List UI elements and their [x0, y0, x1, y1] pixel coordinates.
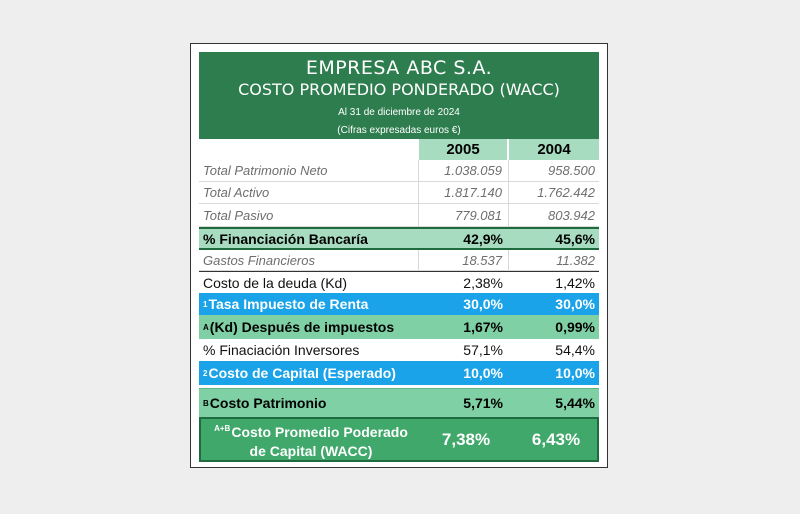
row-label-cell [199, 315, 419, 339]
row-label: (Kd) Después de impuestos [209, 319, 395, 335]
row-label-cell [199, 361, 419, 385]
row-costo-capital [199, 361, 599, 385]
row-label-cell [199, 389, 419, 417]
row-financiacion-bancaria [199, 227, 599, 250]
row-label: % Finaciación Inversores [203, 342, 360, 358]
row-label: Gastos Financieros [199, 250, 419, 270]
wacc-value-2004: 6,43% [531, 429, 581, 449]
year-header-row [199, 139, 599, 160]
wacc-value-2005: 7,38% [441, 429, 491, 449]
currency-note: (Cifras expresadas euros €) [337, 125, 461, 136]
value-2005: 57,1% [463, 342, 503, 358]
row-gastos-financieros [199, 250, 599, 271]
wacc-label-line1: Costo Promedio Poderado [231, 423, 408, 440]
row-wacc [199, 417, 599, 462]
value-2004: 958.500 [548, 163, 595, 178]
row-label: Costo de Capital (Esperado) [208, 365, 396, 381]
footnote-marker: A+B [214, 423, 231, 433]
row-costo-deuda [199, 271, 599, 293]
wacc-label-line2: de Capital (WACC) [249, 442, 373, 459]
row-label: Total Pasivo [199, 204, 419, 226]
value-2004: 11.382 [556, 252, 595, 268]
company-name: EMPRESA ABC S.A. [305, 57, 493, 79]
value-2005: 2,38% [463, 274, 503, 291]
value-2005: 18.537 [419, 250, 509, 270]
row-label: Total Activo [199, 182, 419, 203]
value-2005: 1.038.059 [419, 160, 509, 181]
value-2004: 1,42% [555, 274, 595, 291]
row-label: Total Patrimonio Neto [199, 160, 419, 181]
row-kd-despues-impuestos [199, 315, 599, 339]
value-2005: 30,0% [463, 296, 503, 312]
row-total-activo [199, 182, 599, 204]
value-2004: 803.942 [548, 207, 595, 223]
row-tasa-impuesto [199, 293, 599, 315]
row-label-cell [199, 293, 419, 315]
table-header [199, 52, 599, 139]
value-2005: 10,0% [463, 365, 503, 381]
row-financiacion-inversores [199, 339, 599, 361]
row-label: Costo Patrimonio [209, 395, 327, 411]
row-label: Tasa Impuesto de Renta [208, 296, 369, 312]
value-2004: 54,4% [555, 342, 595, 358]
value-2004: 1.762.442 [537, 185, 595, 200]
value-2004: 5,44% [555, 395, 595, 411]
value-2004: 30,0% [555, 296, 595, 312]
report-title: COSTO PROMEDIO PONDERADO (WACC) [238, 80, 560, 99]
year-2005: 2005 [419, 139, 509, 160]
value-2004: 45,6% [555, 230, 595, 247]
row-label: % Financiación Bancaría [203, 230, 368, 247]
report-date: Al 31 de diciembre de 2024 [338, 107, 460, 118]
value-2005: 42,9% [463, 230, 503, 247]
year-2004: 2004 [509, 139, 599, 160]
value-2005: 1.817.140 [419, 182, 509, 203]
value-2004: 0,99% [555, 319, 595, 335]
value-2005: 5,71% [463, 395, 503, 411]
footnote-marker: 1 [203, 299, 208, 309]
row-total-patrimonio [199, 160, 599, 182]
row-label-cell [201, 419, 421, 460]
row-total-pasivo [199, 204, 599, 227]
footnote-marker: A [203, 322, 209, 332]
value-2005: 1,67% [463, 319, 503, 335]
value-2005: 779.081 [419, 204, 509, 226]
row-costo-patrimonio [199, 388, 599, 417]
wacc-label-line1-wrap [214, 419, 408, 442]
footnote-marker: B [203, 398, 209, 408]
row-label: Costo de la deuda (Kd) [203, 274, 347, 291]
value-2004: 10,0% [555, 365, 595, 381]
footnote-marker: 2 [203, 368, 208, 378]
